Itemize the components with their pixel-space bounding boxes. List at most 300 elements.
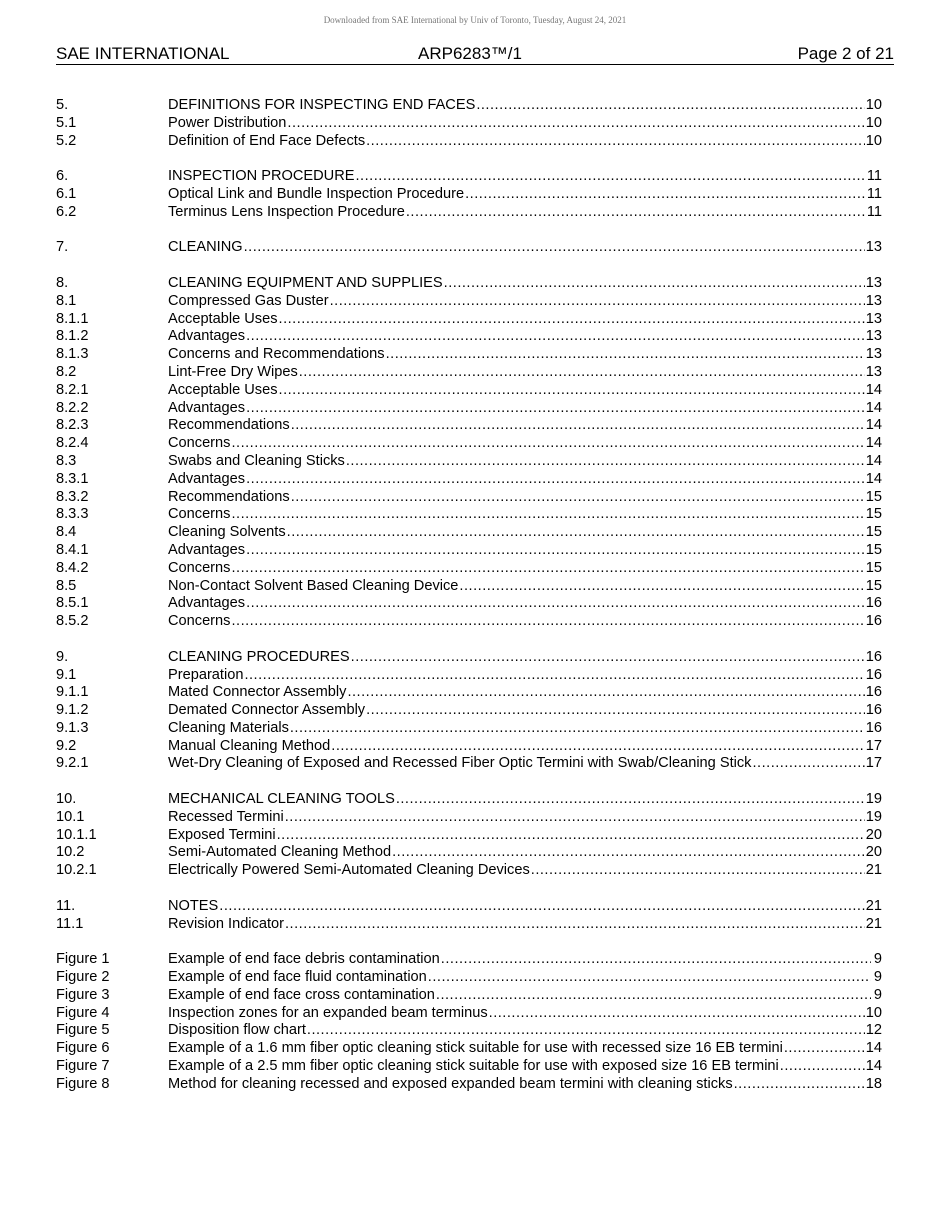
- toc-entry[interactable]: [56, 1040, 882, 1058]
- toc-entry-line: [168, 702, 882, 720]
- toc-entry-title: Non-Contact Solvent Based Cleaning Device: [168, 577, 459, 594]
- toc-entry[interactable]: [56, 720, 882, 738]
- toc-entry-page: 20: [865, 826, 882, 843]
- toc-entry-line: [168, 844, 882, 862]
- toc-dot-leader: [465, 186, 866, 204]
- toc-entry[interactable]: [56, 506, 882, 524]
- toc-entry-title: CLEANING: [168, 239, 243, 256]
- toc-entry-number: 8.: [56, 274, 69, 291]
- toc-entry-number: 5.: [56, 97, 69, 113]
- toc-dot-leader: [476, 97, 864, 115]
- toc-entry-line: [168, 987, 882, 1005]
- toc-entry[interactable]: [56, 133, 882, 151]
- toc-entry-page: 17: [865, 737, 882, 754]
- toc-entry-line: [168, 738, 882, 756]
- toc-entry-page: 10: [865, 97, 882, 113]
- toc-entry-number: 6.: [56, 168, 69, 185]
- toc-entry[interactable]: [56, 382, 882, 400]
- toc-entry-page: 21: [865, 862, 882, 879]
- toc-entry-line: [168, 755, 882, 773]
- toc-dot-leader: [441, 951, 871, 969]
- toc-entry-line: [168, 916, 882, 934]
- toc-entry[interactable]: [56, 204, 882, 222]
- header-page-number: Page 2 of 21: [797, 44, 894, 63]
- toc-entry-page: 16: [865, 719, 882, 736]
- toc-entry-title: Terminus Lens Inspection Procedure: [168, 203, 405, 220]
- toc-entry-page: 11: [866, 168, 882, 185]
- toc-entry-title: Example of a 2.5 mm fiber optic cleaning stick suitable for use with exposed size 16 EB termini: [168, 1058, 779, 1075]
- toc-entry-page: 12: [865, 1022, 882, 1039]
- toc-entry-line: [168, 506, 882, 524]
- toc-dot-leader: [246, 471, 865, 489]
- toc-entry-line: [168, 133, 882, 151]
- toc-entry-page: 15: [865, 541, 882, 558]
- toc-entry[interactable]: [56, 560, 882, 578]
- toc-entry-title: Demated Connector Assembly: [168, 702, 366, 719]
- toc-entry-line: [168, 186, 882, 204]
- toc-entry-line: [168, 791, 882, 809]
- toc-entry-title: Advantages: [168, 595, 246, 612]
- toc-entry-title: INSPECTION PROCEDURE: [168, 168, 355, 185]
- toc-entry-title: Manual Cleaning Method: [168, 737, 331, 754]
- toc-entry-page: 20: [865, 844, 882, 861]
- toc-entry-line: [168, 1022, 882, 1040]
- toc-section-group: [56, 898, 882, 934]
- toc-entry-page: 9: [873, 986, 882, 1003]
- toc-entry[interactable]: [56, 186, 882, 204]
- toc-entry-page: 21: [865, 897, 882, 914]
- toc-entry-number: 8.3: [56, 452, 77, 469]
- toc-entry-number: 9.1.1: [56, 684, 89, 701]
- toc-dot-leader: [752, 755, 864, 773]
- toc-section-group: [56, 791, 882, 880]
- toc-entry[interactable]: [56, 97, 882, 115]
- toc-entry-number: 6.2: [56, 203, 77, 220]
- toc-entry-line: [168, 524, 882, 542]
- toc-dot-leader: [287, 524, 865, 542]
- toc-dot-leader: [307, 1022, 865, 1040]
- toc-entry-number: 8.2.4: [56, 435, 89, 452]
- toc-entry-number: 10.1.1: [56, 826, 97, 843]
- toc-entry-title: Revision Indicator: [168, 915, 284, 932]
- toc-entry[interactable]: [56, 524, 882, 542]
- toc-entry[interactable]: [56, 1076, 882, 1094]
- toc-entry-title: Acceptable Uses: [168, 310, 278, 327]
- toc-entry-page: 14: [865, 417, 882, 434]
- toc-entry-page: 10: [865, 1004, 882, 1021]
- toc-dot-leader: [330, 293, 865, 311]
- toc-entry-number: 7.: [56, 239, 69, 256]
- toc-entry-number: 9.1.2: [56, 702, 89, 719]
- toc-entry-title: Example of a 1.6 mm fiber optic cleaning stick suitable for use with recessed size 16 EB termini: [168, 1040, 783, 1057]
- toc-entry-line: [168, 1005, 882, 1023]
- toc-entry-title: Electrically Powered Semi-Automated Cleaning Devices: [168, 862, 530, 879]
- toc-dot-leader: [231, 435, 864, 453]
- toc-dot-leader: [459, 578, 864, 596]
- toc-entry-line: [168, 364, 882, 382]
- toc-entry-number: Figure 2: [56, 969, 110, 986]
- toc-entry-title: Cleaning Materials: [168, 719, 289, 736]
- toc-entry-title: Recommendations: [168, 488, 290, 505]
- toc-entry-page: 21: [865, 915, 882, 932]
- toc-entry-title: Compressed Gas Duster: [168, 292, 329, 309]
- toc-entry-line: [168, 1058, 882, 1076]
- toc-entry-number: 10.: [56, 791, 77, 808]
- toc-dot-leader: [246, 328, 865, 346]
- toc-section-group: [56, 649, 882, 774]
- toc-entry-page: 18: [865, 1075, 882, 1092]
- toc-entry[interactable]: [56, 987, 882, 1005]
- toc-dot-leader: [290, 720, 865, 738]
- toc-entry-page: 14: [865, 1040, 882, 1057]
- toc-entry-page: 13: [865, 292, 882, 309]
- toc-entry-number: 8.2.2: [56, 399, 89, 416]
- toc-entry-line: [168, 613, 882, 631]
- toc-dot-leader: [246, 400, 865, 418]
- toc-entry[interactable]: [56, 435, 882, 453]
- toc-entry-line: [168, 862, 882, 880]
- toc-entry-title: Definition of End Face Defects: [168, 132, 366, 149]
- toc-entry-line: [168, 400, 882, 418]
- toc-dot-leader: [356, 168, 866, 186]
- toc-entry-page: 13: [865, 274, 882, 291]
- toc-entry-title: Recommendations: [168, 417, 290, 434]
- toc-entry[interactable]: [56, 293, 882, 311]
- toc-entry-line: [168, 667, 882, 685]
- toc-entry-page: 13: [865, 363, 882, 380]
- toc-entry-title: Inspection zones for an expanded beam terminus: [168, 1004, 488, 1021]
- toc-entry-page: 16: [865, 702, 882, 719]
- toc-entry-title: Power Distribution: [168, 114, 287, 131]
- toc-entry[interactable]: [56, 738, 882, 756]
- toc-dot-leader: [396, 791, 865, 809]
- toc-entry-line: [168, 328, 882, 346]
- toc-entry-line: [168, 239, 882, 257]
- toc-entry-title: Concerns and Recommendations: [168, 346, 385, 363]
- toc-entry-title: NOTES: [168, 897, 219, 914]
- toc-dot-leader: [489, 1005, 865, 1023]
- toc-entry[interactable]: [56, 1005, 882, 1023]
- toc-section-group: [56, 97, 882, 150]
- toc-dot-leader: [406, 204, 866, 222]
- toc-entry-number: 8.1.1: [56, 310, 89, 327]
- toc-entry[interactable]: [56, 755, 882, 773]
- toc-dot-leader: [279, 382, 865, 400]
- toc-entry-page: 13: [865, 328, 882, 345]
- toc-entry[interactable]: [56, 239, 882, 257]
- toc-entry-page: 14: [865, 1058, 882, 1075]
- toc-entry-number: Figure 8: [56, 1075, 110, 1092]
- toc-entry-line: [168, 560, 882, 578]
- toc-entry-number: 11.1: [56, 915, 84, 932]
- toc-entry-page: 14: [865, 399, 882, 416]
- toc-entry-number: 6.1: [56, 185, 77, 202]
- toc-section-group: [56, 951, 882, 1093]
- toc-entry[interactable]: [56, 489, 882, 507]
- toc-entry-page: 16: [865, 684, 882, 701]
- toc-entry-page: 11: [866, 203, 882, 220]
- toc-entry-number: 11.: [56, 897, 76, 914]
- download-watermark: Downloaded from SAE International by Univ of Toronto, Tuesday, August 24, 2021: [323, 15, 627, 25]
- toc-entry-page: 15: [865, 577, 882, 594]
- toc-dot-leader: [392, 844, 865, 862]
- toc-entry-title: Preparation: [168, 666, 244, 683]
- toc-dot-leader: [246, 595, 865, 613]
- toc-section-group: [56, 239, 882, 257]
- toc-dot-leader: [299, 364, 865, 382]
- toc-entry-title: Advantages: [168, 470, 246, 487]
- toc-entry-number: 8.2: [56, 363, 77, 380]
- toc-entry-page: 13: [865, 239, 882, 256]
- toc-entry-page: 16: [865, 595, 882, 612]
- toc-entry-number: 8.4: [56, 524, 77, 541]
- toc-entry-line: [168, 969, 882, 987]
- toc-entry[interactable]: [56, 649, 882, 667]
- toc-entry-number: 10.2: [56, 844, 85, 861]
- toc-entry[interactable]: [56, 115, 882, 133]
- toc-dot-leader: [366, 133, 865, 151]
- toc-entry-line: [168, 1076, 882, 1094]
- toc-entry-line: [168, 275, 882, 293]
- toc-entry-number: 8.4.1: [56, 541, 89, 558]
- toc-entry[interactable]: [56, 791, 882, 809]
- toc-entry-page: 14: [865, 452, 882, 469]
- toc-entry-title: Advantages: [168, 541, 246, 558]
- toc-entry-title: Disposition flow chart: [168, 1022, 306, 1039]
- table-of-contents: [56, 97, 882, 1111]
- toc-entry-title: Method for cleaning recessed and exposed expanded beam termini with cleaning sticks: [168, 1075, 733, 1092]
- toc-entry-number: 8.4.2: [56, 559, 89, 576]
- toc-entry-number: 8.5.1: [56, 595, 89, 612]
- toc-dot-leader: [219, 898, 864, 916]
- toc-entry[interactable]: [56, 578, 882, 596]
- toc-entry[interactable]: [56, 1022, 882, 1040]
- toc-entry-page: 9: [873, 951, 882, 968]
- toc-entry[interactable]: [56, 471, 882, 489]
- toc-entry[interactable]: [56, 328, 882, 346]
- toc-entry-number: 8.1.3: [56, 346, 89, 363]
- toc-entry-number: Figure 1: [56, 951, 110, 968]
- toc-entry-page: 10: [865, 132, 882, 149]
- toc-entry[interactable]: [56, 969, 882, 987]
- toc-entry-number: 8.2.1: [56, 381, 89, 398]
- toc-entry-title: Concerns: [168, 559, 231, 576]
- toc-entry-page: 10: [865, 114, 882, 131]
- toc-entry-number: Figure 6: [56, 1040, 110, 1057]
- toc-entry-title: Lint-Free Dry Wipes: [168, 363, 298, 380]
- toc-entry-line: [168, 293, 882, 311]
- toc-entry-page: 15: [865, 559, 882, 576]
- toc-dot-leader: [287, 115, 864, 133]
- toc-entry-number: 5.1: [56, 114, 77, 131]
- toc-entry-number: Figure 5: [56, 1022, 110, 1039]
- toc-entry[interactable]: [56, 667, 882, 685]
- toc-entry[interactable]: [56, 684, 882, 702]
- toc-entry[interactable]: [56, 898, 882, 916]
- toc-dot-leader: [291, 417, 865, 435]
- toc-entry[interactable]: [56, 595, 882, 613]
- header-organization: SAE INTERNATIONAL: [56, 44, 230, 63]
- toc-entry-title: Advantages: [168, 328, 246, 345]
- toc-dot-leader: [346, 453, 865, 471]
- toc-entry-title: Recessed Termini: [168, 808, 284, 825]
- toc-dot-leader: [436, 987, 871, 1005]
- toc-entry-line: [168, 684, 882, 702]
- toc-entry-number: 9.2.1: [56, 755, 89, 772]
- toc-dot-leader: [428, 969, 871, 987]
- toc-entry-page: 13: [865, 346, 882, 363]
- toc-dot-leader: [246, 542, 865, 560]
- toc-entry[interactable]: [56, 542, 882, 560]
- toc-entry-line: [168, 417, 882, 435]
- toc-entry-title: Mated Connector Assembly: [168, 684, 347, 701]
- toc-entry[interactable]: [56, 364, 882, 382]
- toc-entry-page: 16: [865, 648, 882, 665]
- toc-dot-leader: [386, 346, 865, 364]
- toc-entry-page: 14: [865, 435, 882, 452]
- toc-entry[interactable]: [56, 168, 882, 186]
- toc-entry-line: [168, 346, 882, 364]
- toc-entry[interactable]: [56, 400, 882, 418]
- toc-section-group: [56, 275, 882, 631]
- toc-entry-number: 8.3.1: [56, 470, 89, 487]
- toc-entry[interactable]: [56, 453, 882, 471]
- toc-entry-title: Optical Link and Bundle Inspection Procedure: [168, 185, 465, 202]
- toc-dot-leader: [285, 809, 865, 827]
- toc-entry-title: DEFINITIONS FOR INSPECTING END FACES: [168, 97, 476, 113]
- toc-entry-page: 16: [865, 613, 882, 630]
- toc-entry-line: [168, 595, 882, 613]
- toc-entry-line: [168, 489, 882, 507]
- toc-section-group: [56, 168, 882, 221]
- toc-entry-title: Example of end face cross contamination: [168, 986, 435, 1003]
- header-document-id: ARP6283™/1: [418, 44, 522, 63]
- toc-entry-page: 15: [865, 524, 882, 541]
- toc-entry-number: 8.1.2: [56, 328, 89, 345]
- toc-entry-page: 16: [865, 666, 882, 683]
- toc-entry-number: 8.5.2: [56, 613, 89, 630]
- toc-dot-leader: [331, 738, 865, 756]
- toc-entry-line: [168, 720, 882, 738]
- toc-entry-number: Figure 4: [56, 1004, 110, 1021]
- toc-entry-page: 17: [865, 755, 882, 772]
- toc-entry-title: Concerns: [168, 506, 231, 523]
- toc-entry-title: Semi-Automated Cleaning Method: [168, 844, 392, 861]
- toc-entry-title: MECHANICAL CLEANING TOOLS: [168, 791, 395, 808]
- toc-entry[interactable]: [56, 951, 882, 969]
- toc-entry-line: [168, 578, 882, 596]
- toc-entry[interactable]: [56, 809, 882, 827]
- toc-entry-title: CLEANING EQUIPMENT AND SUPPLIES: [168, 274, 443, 291]
- toc-entry-line: [168, 382, 882, 400]
- toc-entry[interactable]: [56, 417, 882, 435]
- toc-entry[interactable]: [56, 827, 882, 845]
- toc-entry-title: Swabs and Cleaning Sticks: [168, 452, 345, 469]
- toc-dot-leader: [784, 1040, 865, 1058]
- toc-dot-leader: [347, 684, 864, 702]
- toc-entry[interactable]: [56, 702, 882, 720]
- toc-entry-number: 8.2.3: [56, 417, 89, 434]
- toc-entry-title: Advantages: [168, 399, 246, 416]
- toc-dot-leader: [231, 613, 864, 631]
- toc-dot-leader: [277, 827, 865, 845]
- toc-entry-line: [168, 435, 882, 453]
- toc-dot-leader: [734, 1076, 865, 1094]
- toc-dot-leader: [244, 667, 864, 685]
- toc-dot-leader: [291, 489, 865, 507]
- toc-entry-number: 8.1: [56, 292, 77, 309]
- toc-dot-leader: [351, 649, 865, 667]
- toc-entry-title: Example of end face fluid contamination: [168, 969, 427, 986]
- toc-entry[interactable]: [56, 1058, 882, 1076]
- toc-entry-line: [168, 97, 882, 115]
- toc-entry-page: 19: [865, 808, 882, 825]
- toc-entry-title: Concerns: [168, 435, 231, 452]
- toc-entry-number: 8.5: [56, 577, 77, 594]
- toc-entry[interactable]: [56, 916, 882, 934]
- toc-entry-number: 9.2: [56, 737, 77, 754]
- toc-entry-line: [168, 471, 882, 489]
- toc-dot-leader: [279, 311, 865, 329]
- toc-dot-leader: [531, 862, 865, 880]
- toc-entry-page: 14: [865, 470, 882, 487]
- toc-entry-line: [168, 115, 882, 133]
- toc-entry-line: [168, 168, 882, 186]
- toc-dot-leader: [780, 1058, 865, 1076]
- toc-entry-number: Figure 7: [56, 1058, 110, 1075]
- toc-dot-leader: [285, 916, 865, 934]
- toc-entry-number: 8.3.3: [56, 506, 89, 523]
- toc-entry-line: [168, 311, 882, 329]
- toc-dot-leader: [444, 275, 865, 293]
- toc-entry[interactable]: [56, 311, 882, 329]
- toc-entry-line: [168, 951, 882, 969]
- toc-entry-title: Cleaning Solvents: [168, 524, 286, 541]
- toc-dot-leader: [231, 560, 864, 578]
- toc-entry-title: Acceptable Uses: [168, 381, 278, 398]
- toc-entry-number: 5.2: [56, 132, 77, 149]
- toc-entry-page: 15: [865, 488, 882, 505]
- toc-entry-page: 11: [866, 185, 882, 202]
- toc-entry-line: [168, 453, 882, 471]
- toc-entry-title: CLEANING PROCEDURES: [168, 648, 350, 665]
- toc-entry-page: 15: [865, 506, 882, 523]
- toc-entry-line: [168, 649, 882, 667]
- toc-entry-line: [168, 898, 882, 916]
- toc-entry[interactable]: [56, 862, 882, 880]
- toc-entry-title: Concerns: [168, 613, 231, 630]
- toc-dot-leader: [231, 506, 864, 524]
- toc-entry-title: Exposed Termini: [168, 826, 276, 843]
- toc-entry-page: 19: [865, 791, 882, 808]
- toc-entry[interactable]: [56, 844, 882, 862]
- toc-entry[interactable]: [56, 275, 882, 293]
- toc-entry-title: Wet-Dry Cleaning of Exposed and Recessed Fiber Optic Termini with Swab/Cleaning Stick: [168, 755, 752, 772]
- toc-entry-number: Figure 3: [56, 986, 110, 1003]
- toc-entry-title: Example of end face debris contamination: [168, 951, 440, 968]
- page-header: [56, 43, 894, 65]
- toc-entry[interactable]: [56, 613, 882, 631]
- toc-entry-page: 9: [873, 969, 882, 986]
- toc-entry-number: 9.1: [56, 666, 77, 683]
- toc-entry-page: 13: [865, 310, 882, 327]
- toc-entry-line: [168, 809, 882, 827]
- toc-entry[interactable]: [56, 346, 882, 364]
- toc-dot-leader: [366, 702, 865, 720]
- toc-entry-page: 14: [865, 381, 882, 398]
- toc-entry-number: 10.2.1: [56, 862, 97, 879]
- toc-entry-line: [168, 204, 882, 222]
